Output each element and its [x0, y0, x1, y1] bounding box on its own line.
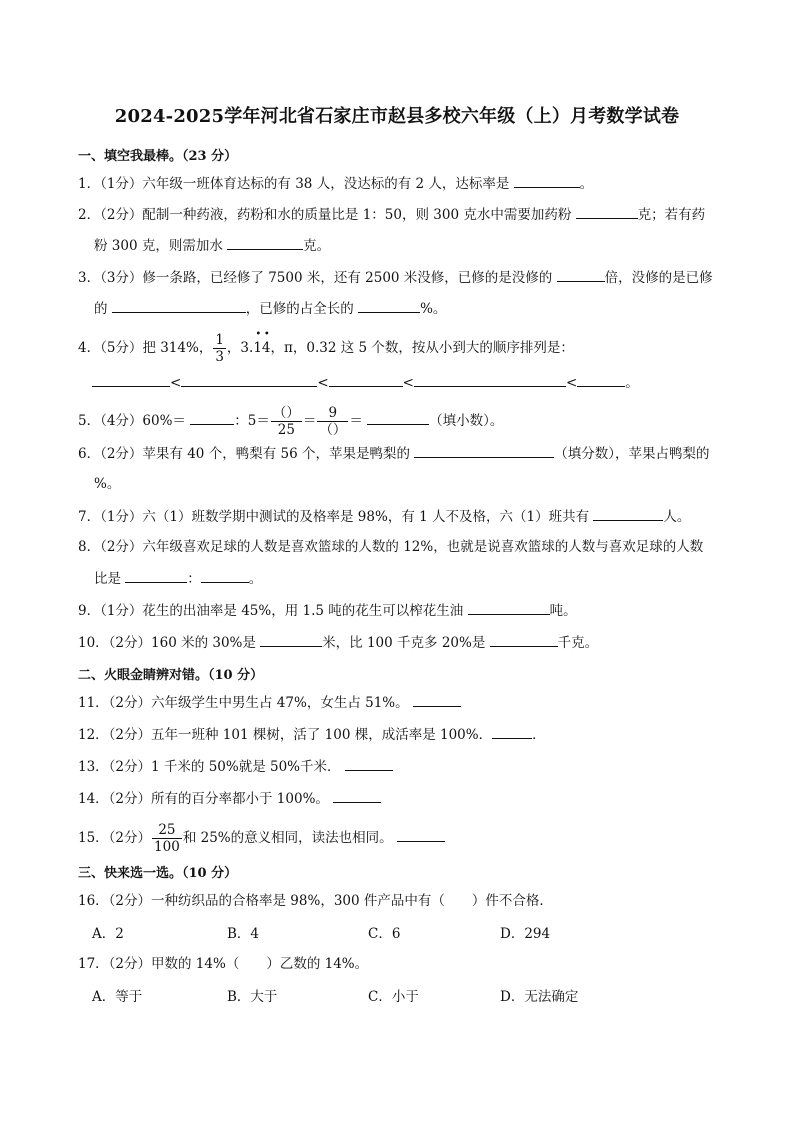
question-10	[78, 632, 598, 653]
q13-answer-blank[interactable]	[345, 756, 393, 771]
q4-answer-blank-1[interactable]	[92, 372, 170, 387]
q10-text: 10．（2分）160 米的 30%是	[78, 635, 261, 651]
equals-sign: ＝	[302, 413, 317, 429]
section-2-heading: 二、火眼金睛辨对错。（10 分）	[78, 668, 264, 683]
less-than-sign: <	[317, 375, 329, 391]
q6-text-c: %。	[94, 476, 121, 492]
q9-answer-blank[interactable]	[468, 600, 550, 615]
q1-answer-blank[interactable]	[514, 173, 580, 188]
q8-text-c: ：	[187, 571, 201, 587]
q5-answer-blank-2[interactable]	[367, 410, 429, 425]
q14-answer-blank[interactable]	[333, 788, 381, 803]
q17-text: 17．（2分）甲数的 14%（ ）乙数的 14%。	[78, 956, 369, 972]
q3-answer-blank-3[interactable]	[358, 298, 420, 313]
q9-text-b: 吨。	[549, 603, 577, 619]
q14-text: 14．（2分）所有的百分率都小于 100%。	[78, 791, 334, 807]
q12-end: ．	[532, 727, 546, 743]
q4-repeat-2: 4	[261, 340, 271, 356]
less-than-sign: <	[170, 375, 182, 391]
q8-answer-blank-1[interactable]	[125, 568, 187, 583]
question-12	[78, 724, 546, 745]
question-2-line-2	[94, 235, 330, 256]
q16-option-a[interactable]: A．2	[92, 926, 124, 942]
repeat-dot-icon: •	[255, 329, 262, 340]
question-11	[78, 692, 461, 713]
repeat-dot-icon: •	[263, 329, 270, 340]
q4-answer-blank-5[interactable]	[577, 372, 625, 387]
q3-text: 3．（3分）修一条路，已经修了 7500 米，还有 2500 米没修，已修的是没修的	[78, 270, 557, 286]
q4-answer-blank-2[interactable]	[181, 372, 317, 387]
q3-text-d: ，已修的占全长的	[245, 301, 359, 317]
question-2	[78, 204, 705, 225]
q2-answer-blank-2[interactable]	[227, 235, 303, 250]
q3-answer-blank-2[interactable]	[112, 298, 246, 313]
q5-text-c: ＝	[349, 413, 368, 429]
q15-fraction	[152, 822, 182, 855]
q17-option-a[interactable]: A．等于	[92, 989, 143, 1005]
q5-fraction-1-denominator: 25	[277, 422, 295, 438]
q2-answer-blank-1[interactable]	[576, 204, 638, 219]
q8-text-d: 。	[248, 571, 263, 587]
q5-text-d: （填小数）。	[429, 413, 504, 429]
q7-text: 7．（1分）六（1）班数学期中测试的及格率是 98%，有 1 人不及格，六（1）班共有	[78, 509, 594, 525]
q15-fraction-numerator: 25	[152, 822, 182, 839]
less-than-sign: <	[565, 375, 578, 391]
q16-option-d[interactable]: D．294	[500, 926, 551, 942]
q2-text-d: 克。	[303, 238, 331, 254]
q4-answer-blank-3[interactable]	[329, 372, 403, 387]
q9-text: 9．（1分）花生的出油率是 45%，用 1.5 吨的花生可以榨花生油	[78, 603, 468, 619]
q4-text-d: ，π，0.32 这 5 个数，按从小到大的顺序排列是：	[270, 340, 574, 356]
question-9	[78, 600, 577, 621]
q16-option-b[interactable]: B．4	[227, 926, 260, 942]
q2-text-b: 克；若有药	[637, 207, 706, 223]
question-8	[78, 537, 703, 557]
q2-text-c: 粉 300 克，则需加水	[94, 238, 228, 254]
q13-text: 13．（2分）1 千米的 50%就是 50%千米．	[78, 759, 345, 775]
q4-end: 。	[625, 375, 639, 391]
less-than-sign: <	[402, 375, 414, 391]
question-8-line-2	[94, 568, 262, 589]
q7-answer-blank[interactable]	[593, 506, 663, 521]
q4-fraction	[213, 332, 226, 365]
question-13	[78, 756, 393, 777]
q8-text-b: 比是	[94, 571, 126, 587]
q11-answer-blank[interactable]	[413, 692, 461, 707]
section-3-heading: 三、快来选一选。（10 分）	[78, 866, 238, 881]
q3-text-c: 的	[94, 301, 112, 317]
q15-answer-blank[interactable]	[397, 827, 445, 842]
q12-text: 12．（2分）五年一班种 101 棵树，活了 100 棵，成活率是 100%．	[78, 727, 493, 743]
q17-option-d[interactable]: D．无法确定	[500, 989, 579, 1005]
q5-fraction-1	[271, 405, 302, 438]
q3-text-e: %。	[420, 301, 447, 317]
q2-text: 2．（2分）配制一种药液，药粉和水的质量比是 1：50，则 300 克水中需要加药粉	[78, 207, 576, 223]
q8-text: 8．（2分）六年级喜欢足球的人数是喜欢篮球的人数的 12%，也就是说喜欢篮球的人数与喜欢足球的人数	[78, 539, 704, 555]
q16-text: 16．（2分）一种纺织品的合格率是 98%，300 件产品中有（ ）件不合格．	[78, 893, 553, 909]
q10-text-c: 千克。	[557, 635, 599, 651]
q15-fraction-denominator: 100	[154, 839, 180, 855]
q5-fraction-1-numerator[interactable]: （）	[272, 405, 300, 421]
q4-answer-blank-4[interactable]	[414, 372, 566, 387]
q15-text: 15．（2分）	[78, 830, 152, 846]
q5-text-b: ：5＝	[234, 413, 270, 429]
q1-end: 。	[579, 176, 594, 192]
question-4	[78, 329, 574, 365]
page-title: 2024-2025学年河北省石家庄市赵县多校六年级（上）月考数学试卷	[114, 106, 680, 127]
question-6	[78, 443, 710, 464]
q4-text-c: ，3.	[226, 340, 254, 356]
q3-answer-blank-1[interactable]	[557, 267, 605, 282]
q8-answer-blank-2[interactable]	[201, 568, 249, 583]
q6-text: 6．（2分）苹果有 40 个，鸭梨有 56 个，苹果是鸭梨的	[78, 446, 415, 462]
question-3	[78, 267, 713, 288]
q5-fraction-2-numerator: 9	[317, 405, 348, 422]
question-14	[78, 788, 381, 809]
q4-text: 4．（5分）把 314%，	[78, 340, 213, 356]
q16-option-c[interactable]: C．6	[368, 926, 401, 942]
question-1	[78, 173, 593, 194]
question-16	[78, 891, 553, 911]
q4-fraction-numerator: 1	[215, 332, 224, 348]
q4-fraction-denominator: 3	[215, 349, 224, 365]
q5-fraction-2-denominator[interactable]: （）	[319, 422, 347, 438]
q5-text: 5．（4分）60%＝	[78, 413, 191, 429]
q4-repeat-1: 1	[253, 340, 262, 356]
question-4-ordering-line	[92, 372, 639, 393]
q6-answer-blank[interactable]	[414, 443, 554, 458]
question-3-line-2	[94, 298, 446, 319]
q1-text: 1．（1分）六年级一班体育达标的有 38 人，没达标的有 2 人，达标率是	[78, 176, 514, 192]
q3-text-b: 倍，没修的是已修	[604, 270, 713, 286]
q12-answer-blank[interactable]	[492, 724, 532, 739]
question-6-line-2	[94, 474, 120, 494]
q10-answer-blank-1[interactable]	[260, 632, 322, 647]
q11-text: 11．（2分）六年级学生中男生占 47%，女生占 51%。	[78, 695, 413, 711]
q15-text-b: 和 25%的意义相同，读法也相同。	[182, 830, 397, 846]
question-5	[78, 405, 503, 438]
q10-text-b: 米，比 100 千克多 20%是	[322, 635, 490, 651]
q17-option-b[interactable]: B．大于	[227, 989, 278, 1005]
question-17	[78, 954, 368, 974]
q6-text-b: （填分数），苹果占鸭梨的	[554, 446, 710, 462]
section-1-heading: 一、填空我最棒。（23 分）	[78, 149, 238, 164]
q7-text-b: 人。	[663, 509, 691, 525]
question-15	[78, 822, 445, 855]
q4-repeating-digit-1	[253, 329, 262, 358]
q5-answer-blank-1[interactable]	[190, 410, 234, 425]
question-7	[78, 506, 690, 527]
q4-repeating-digit-2	[261, 329, 271, 358]
q5-fraction-2	[317, 405, 348, 438]
q17-option-c[interactable]: C．小于	[368, 989, 419, 1005]
q10-answer-blank-2[interactable]	[490, 632, 558, 647]
